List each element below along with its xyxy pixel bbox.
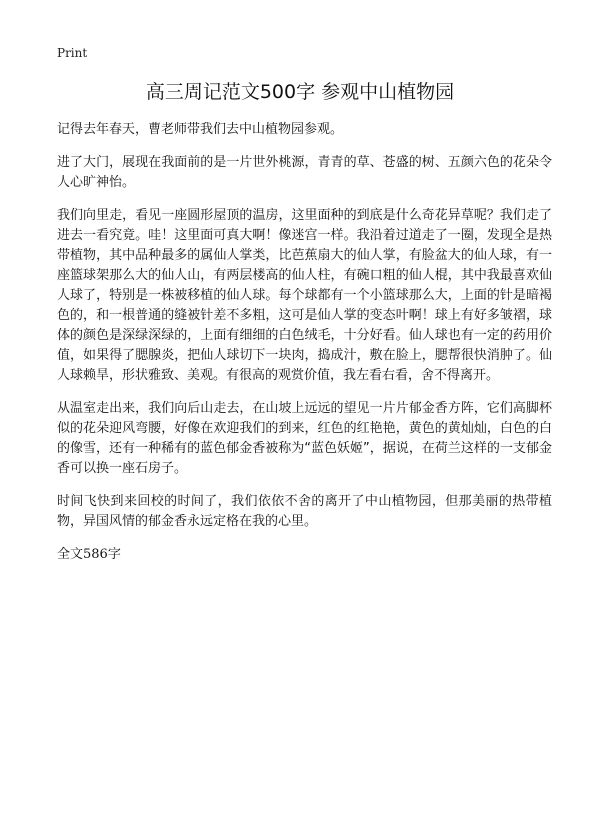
paragraph-1: 记得去年春天，曹老师带我们去中山植物园参观。 (57, 122, 344, 137)
paragraph-4: 从温室走出来，我们向后山走去，在山坡上远远的望见一片片郁金香方阵，它们高脚杯似的花朵迎风弯腰，好像在欢迎我们的到来，红色的红艳艳，黄色的黄灿灿，白色的白的像雪，还有一种稀有的蓝色郁金香被称为“蓝色妖姬”，据说，在荷兰这样的一支郁金香可以换一座石房子。 (57, 401, 552, 476)
word-count: 全文586字 (57, 547, 121, 562)
article-title: 高三周记范文500字 参观中山植物园 (145, 81, 455, 103)
paragraph-3: 我们向里走，看见一座圆形屋顶的温房，这里面种的到底是什么奇花异草呢？我们走了进去一看究竟。哇！这里面可真大啊！像迷宫一样。我沿着过道走了一圈，发现全是热带植物，其中品种最多的属仙人掌类，比芭蕉扇大的仙人掌，有脸盆大的仙人球，有一座篮球架那么大的仙人山，有两层楼高的仙人柱，有碗口粗的仙人棍，其中我最喜欢仙人球了，特别是一株被移植的仙人球。每个球都有一个小篮球那么大，上面的针是暗褐色的，和一根普通的缝被针差不多粗，这可是仙人掌的变态叶啊！球上有好多皱褶，球体的颜色是深绿深绿的，上面有细细的白色绒毛，十分好看。仙人球也有一定的药用价值，如果得了腮腺炎，把仙人球切下一块肉，捣成汁，敷在脸上，腮帮很快消肿了。仙人球赖旱，形状雅致、美观。有很高的观赏价值，我左看右看，舍不得离开。 (57, 208, 552, 383)
paragraph-5: 时间飞快到来回校的时间了，我们依依不舍的离开了中山植物园，但那美丽的热带植物，异国风情的郁金香永远定格在我的心里。 (57, 494, 552, 529)
article-body (57, 120, 552, 578)
print-link[interactable]: Print (57, 46, 88, 60)
paragraph-2: 进了大门，展现在我面前的是一片世外桃源，青青的草、苍盛的树、五颜六色的花朵令人心旷神怡。 (57, 155, 552, 190)
